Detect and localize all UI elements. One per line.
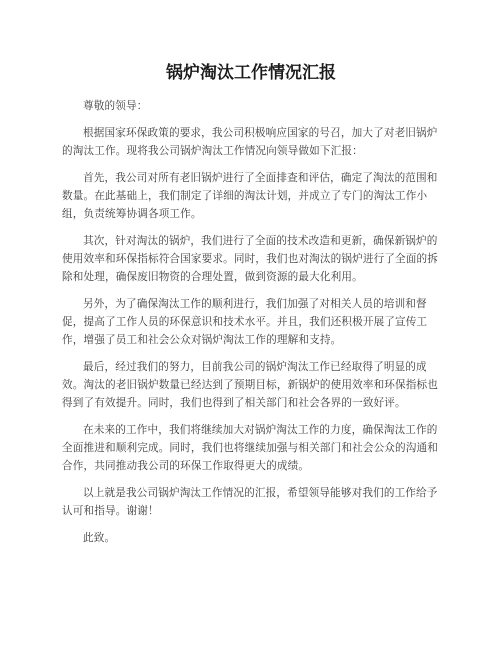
paragraph-salutation: 尊敬的领导： [83,100,148,112]
paragraph-additional: 另外，为了确保淘汰工作的顺利进行，我们加强了对相关人员的培训和督促，提高了工作人员的环保意识和技术水平。并且，我们还积极开展了宣传工作，增强了员工和社会公众对锅炉淘汰工作的理解和支持。 [62,298,428,346]
document-body [62,97,440,547]
paragraph-future: 在未来的工作中，我们将继续加大对锅炉淘汰工作的力度，确保淘汰工作的全面推进和顺利完成。同时，我们也将继续加强与相关部门和社会公众的沟通和合作，共同推动我公司的环保工作取得更大的成绩。 [62,424,439,472]
paragraph-first: 首先，我公司对所有老旧锅炉进行了全面排查和评估，确定了淘汰的范围和数量。在此基础上，我们制定了详细的淘汰计划，并成立了专门的淘汰工作小组，负责统筹协调各项工作。 [62,172,438,220]
paragraph-intro: 根据国家环保政策的要求，我公司积极响应国家的号召，加大了对老旧锅炉的淘汰工作。现将我公司锅炉淘汰工作情况向领导做如下汇报： [62,127,438,157]
paragraph-final: 最后，经过我们的努力，目前我公司的锅炉淘汰工作已经取得了明显的成效。淘汰的老旧锅炉数量已经达到了预期目标，新锅炉的使用效率和环保指标也得到了有效提升。同时，我们也得到了相关部门和社会各界的一致好评。 [62,361,439,409]
paragraph-second: 其次，针对淘汰的锅炉，我们进行了全面的技术改造和更新，确保新锅炉的使用效率和环保指标符合国家要求。同时，我们也对淘汰的锅炉进行了全面的拆除和处理，确保废旧物资的合理处置，做到资源的最大化利用。 [62,235,439,283]
paragraph-summary: 以上就是我公司锅炉淘汰工作情况的汇报，希望领导能够对我们的工作给予认可和指导。谢谢！ [62,487,438,517]
document-title: 锅炉淘汰工作情况汇报 [166,63,336,83]
paragraph-closing: 此致。 [83,532,116,544]
